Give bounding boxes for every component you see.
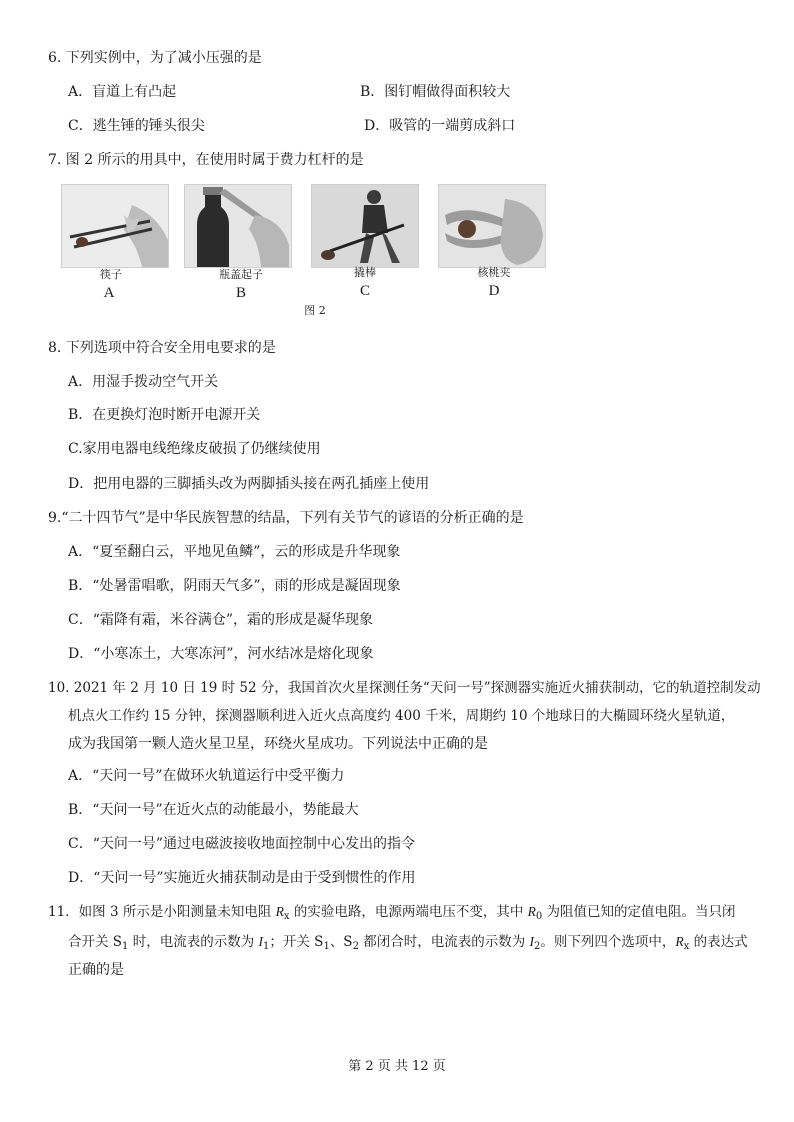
q10-option-d: D．“天问一号”实施近火捕获制动是由于受到惯性的作用 [68, 870, 416, 886]
q8-option-a: A．用湿手拨动空气开关 [68, 374, 219, 390]
q11-stem-line3: 正确的是 [68, 962, 124, 978]
figure-chopsticks [61, 184, 169, 268]
figure-a-letter: A [103, 285, 115, 301]
q10-option-c: C．“天问一号”通过电磁波接收地面控制中心发出的指令 [68, 836, 416, 852]
q8-option-c: C.家用电器电线绝缘皮破损了仍继续使用 [68, 441, 321, 457]
q9-option-d: D．“小寒冻土，大寒冻河”，河水结冰是熔化现象 [68, 646, 374, 662]
figure-b-caption: 瓶盖起子 [219, 268, 263, 281]
q6-option-b: B．图钉帽做得面积较大 [360, 84, 511, 100]
q6-option-a: A．盲道上有凸起 [68, 84, 177, 100]
q6-stem: 6. 下列实例中，为了减小压强的是 [48, 50, 262, 66]
q6-option-d: D．吸管的一端剪成斜口 [364, 118, 516, 134]
page-footer: 第 2 页 共 12 页 [348, 1059, 446, 1074]
q10-stem-line3: 成为我国第一颗人造火星卫星，环绕火星成功。下列说法中正确的是 [68, 736, 488, 752]
q11-stem-line2: 合开关 $S_1$ 时，电流表的示数为 $I_1$；开关 $S_1$、$S_2$ 都闭合时，电流表的示数为 $I_2$。则下列四个选项中，$R_x$ 的表达式 [68, 934, 748, 952]
q10-stem-line1: 10. 2021 年 2 月 10 日 19 时 52 分，我国首次火星探测任务“天问一号”探测器实施近火捕获制动，它的轨道控制发动 [48, 680, 761, 696]
q9-option-c: C．“霜降有霜，米谷满仓”，霜的形成是凝华现象 [68, 612, 374, 628]
figure-nutcracker [438, 184, 546, 268]
figure-2-title: 图 2 [304, 304, 326, 317]
q7-stem: 7. 图 2 所示的用具中，在使用时属于费力杠杆的是 [48, 152, 364, 168]
q11-stem-line1: 11．如图 3 所示是小阳测量未知电阻 $R_x$ 的实验电路，电源两端电压不变，其中 $R_0$ 为阻值已知的定值电阻。当只闭 [48, 904, 736, 922]
figure-bottle-opener [184, 184, 292, 268]
figure-b-letter: B [235, 285, 246, 301]
q9-stem: 9.“二十四节气”是中华民族智慧的结晶，下列有关节气的谚语的分析正确的是 [48, 510, 524, 526]
q10-option-a: A．“天问一号”在做环火轨道运行中受平衡力 [68, 768, 345, 784]
q8-option-b: B．在更换灯泡时断开电源开关 [68, 407, 261, 423]
q10-option-b: B．“天问一号”在近火点的动能最小，势能最大 [68, 802, 359, 818]
q8-stem: 8. 下列选项中符合安全用电要求的是 [48, 340, 276, 356]
figure-c-letter: C [359, 283, 370, 299]
q10-stem-line2: 机点火工作约 15 分钟，探测器顺利进入近火点高度约 400 千米，周期约 10 个地球日的大椭圆环绕火星轨道， [68, 708, 735, 724]
figure-d-caption: 核桃夹 [477, 266, 511, 279]
figure-a-caption: 筷子 [100, 268, 122, 281]
q8-option-d: D．把用电器的三脚插头改为两脚插头接在两孔插座上使用 [68, 476, 430, 492]
q6-option-c: C．逃生锤的锤头很尖 [68, 118, 205, 134]
figure-crowbar [311, 184, 419, 268]
q9-option-b: B．“处暑雷唱歌，阴雨天气多”，雨的形成是凝固现象 [68, 578, 401, 594]
q9-option-a: A．“夏至翻白云，平地见鱼鳞”，云的形成是升华现象 [68, 544, 401, 560]
figure-d-letter: D [488, 283, 500, 299]
figure-c-caption: 撬棒 [354, 266, 376, 279]
